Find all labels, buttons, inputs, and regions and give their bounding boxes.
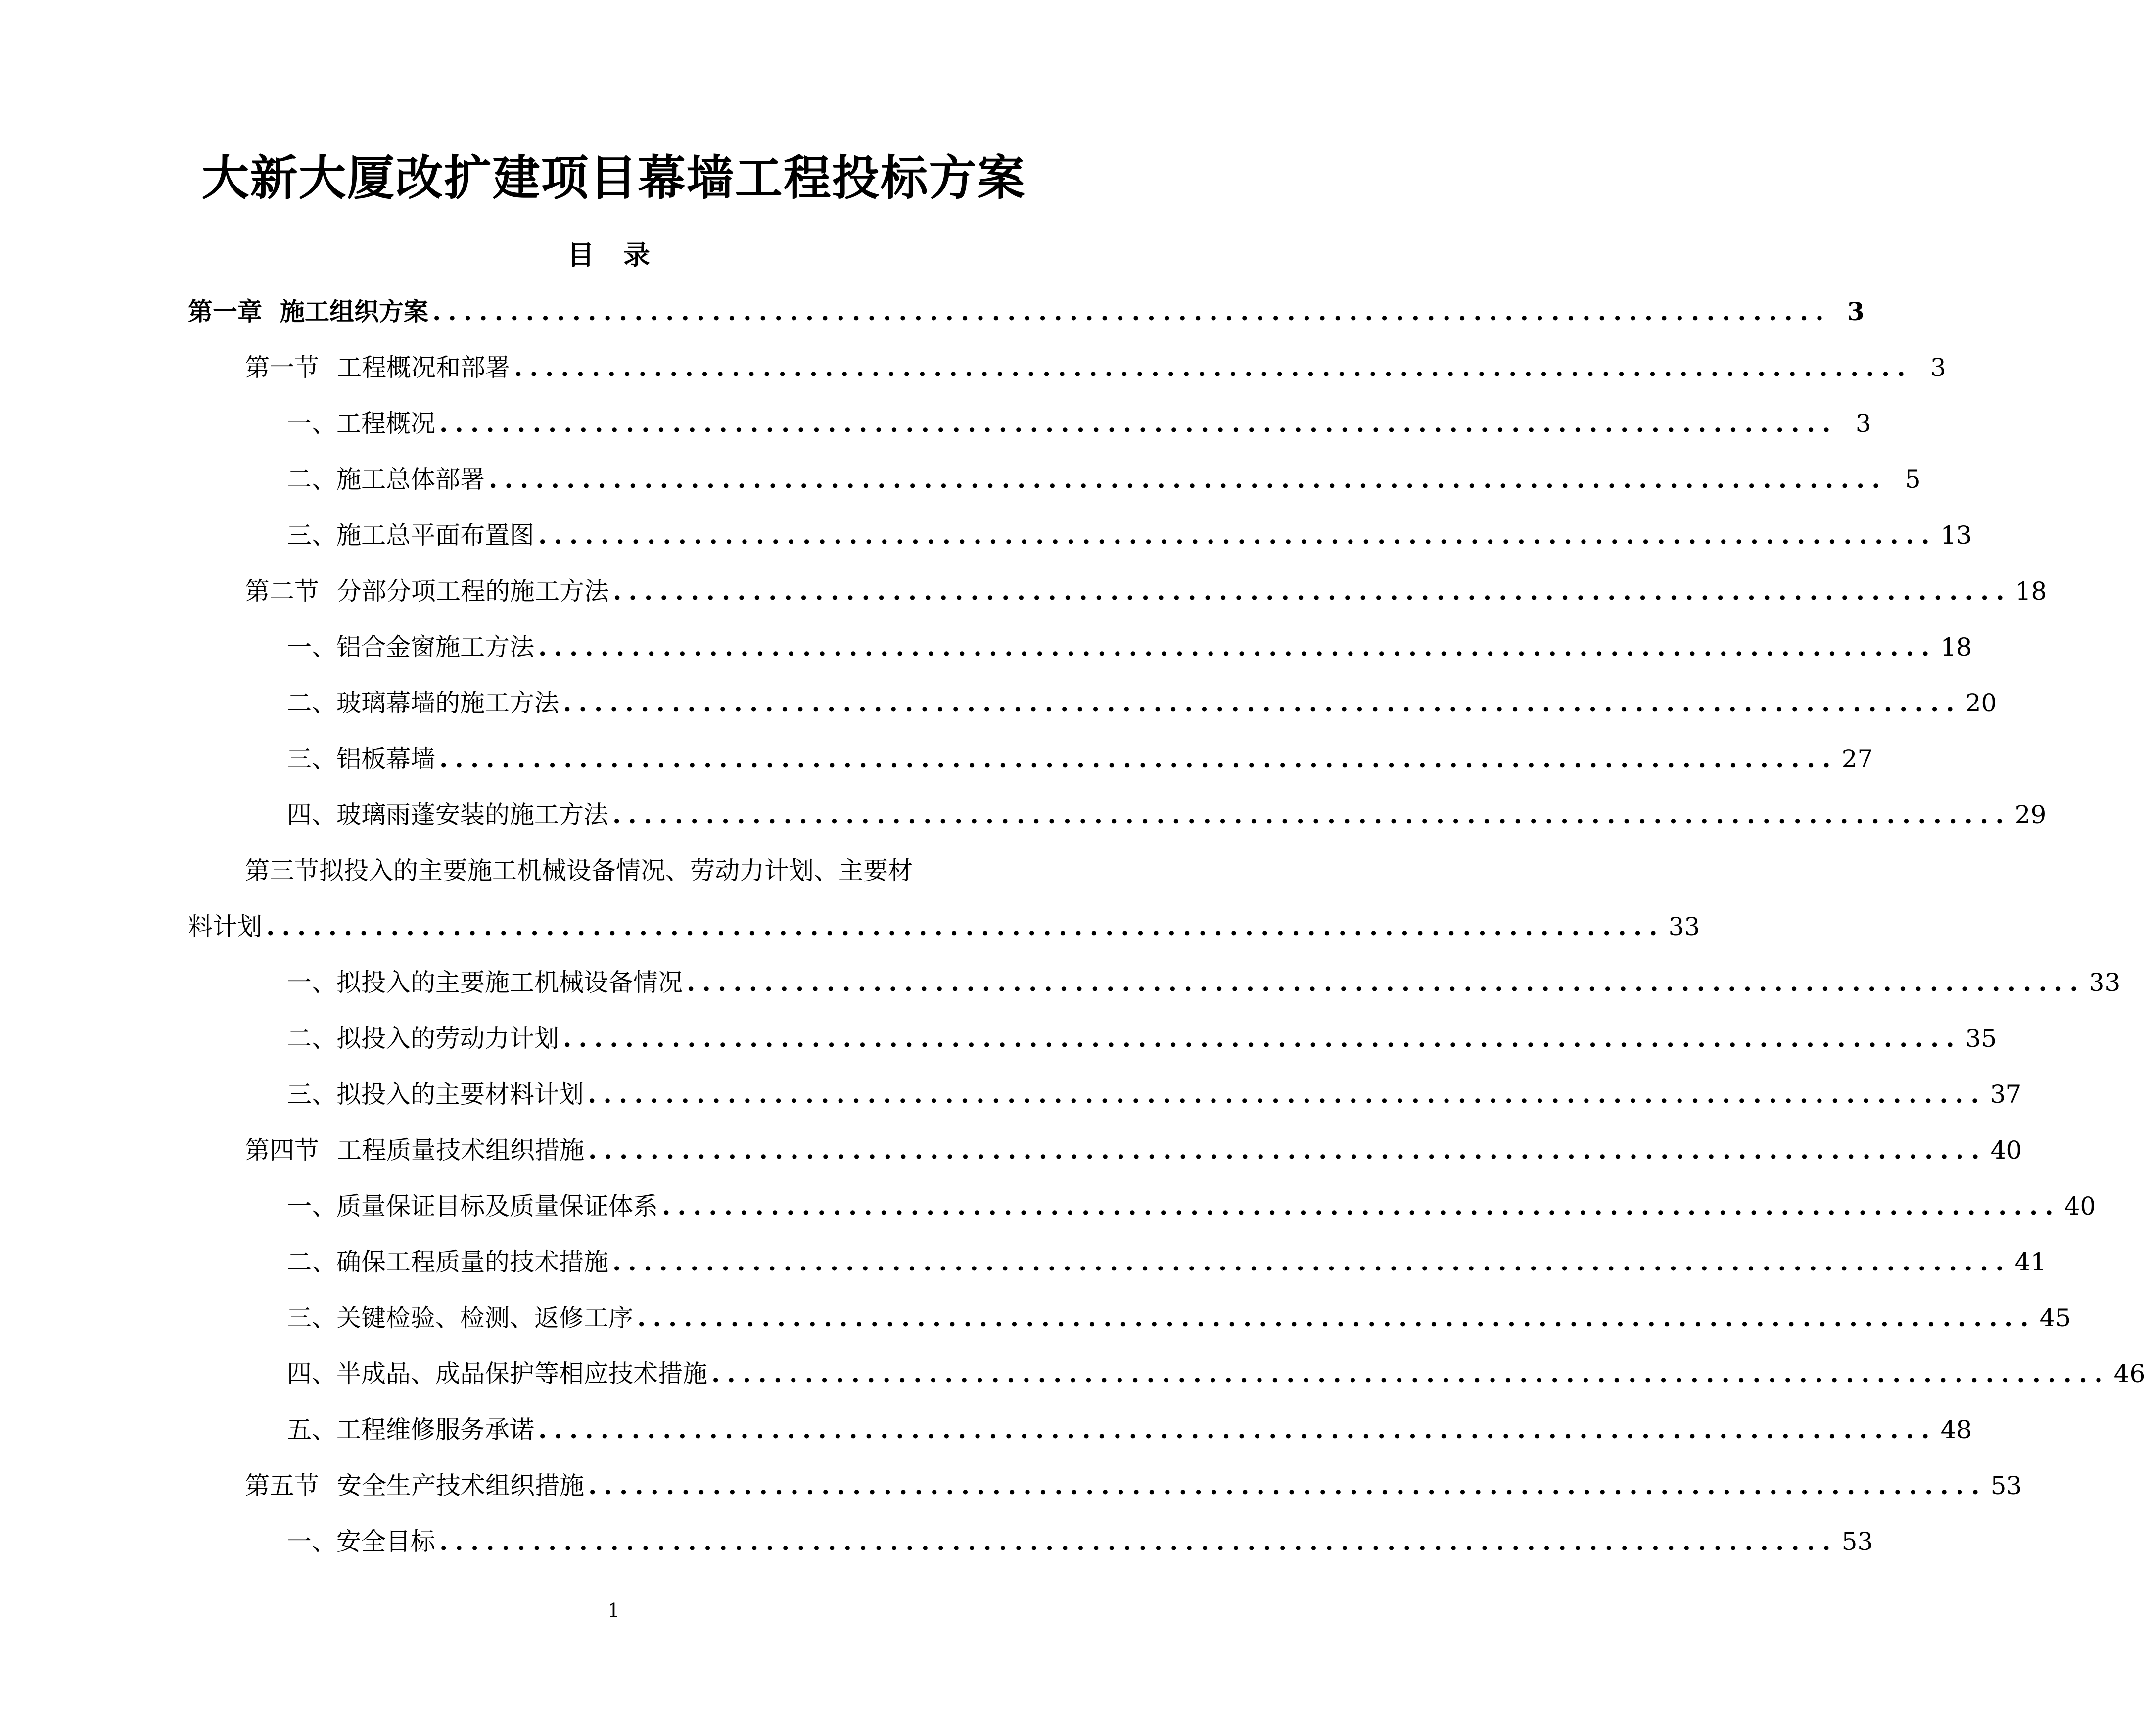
toc-entry-page: 46 (2113, 1360, 2145, 1388)
toc-entry-prefix: 第五节 (245, 1471, 319, 1500)
toc-leader-dots: .......................................................................................... (439, 1527, 1838, 1556)
toc-entry-label (245, 566, 609, 616)
toc-entry-text: 三、施工总平面布置图 (287, 521, 534, 550)
toc-entry-text: 一、安全目标 (287, 1527, 435, 1556)
toc-leader-dots: .......................................................................................... (266, 912, 1665, 941)
toc-entry-text: 料计划 (188, 912, 262, 941)
toc-entry-prefix: 第四节 (245, 1136, 319, 1165)
toc-entry-section-5[interactable] (245, 1461, 2022, 1510)
toc-leader-dots: .......................................................................................... (711, 1359, 2110, 1388)
toc-entry-text: 二、施工总体部署 (287, 465, 485, 494)
toc-leader-dots: .......................................................................................... (432, 297, 1831, 326)
toc-entry-page: 3 (1855, 409, 1871, 438)
toc-entry-item[interactable] (287, 622, 1972, 672)
toc-entry-page: 45 (2039, 1304, 2071, 1332)
toc-entry-item[interactable] (287, 1237, 2047, 1287)
toc-entry-text: 四、玻璃雨蓬安装的施工方法 (287, 800, 608, 829)
toc-entry-text: 安全生产技术组织措施 (337, 1471, 584, 1500)
toc-entry-text: 二、确保工程质量的技术措施 (287, 1248, 608, 1276)
toc-entry-item[interactable] (287, 1517, 1873, 1566)
toc-entry-text: 四、半成品、成品保护等相应技术措施 (287, 1360, 707, 1388)
toc-entry-text: 拟投入的主要施工机械设备情况、劳动力计划、主要材 (319, 856, 913, 885)
toc-leader-dots: .......................................................................................... (687, 968, 2085, 997)
toc-entry-text: 分部分项工程的施工方法 (337, 577, 609, 606)
toc-entry-item[interactable] (287, 1349, 2145, 1399)
toc-entry-text: 二、拟投入的劳动力计划 (287, 1024, 559, 1053)
toc-entry-page: 37 (1990, 1080, 2022, 1109)
toc-leader-dots: .......................................................................................... (588, 1079, 1986, 1109)
toc-entry-text: 一、工程概况 (287, 409, 435, 438)
toc-entry-text: 三、铝板幕墙 (287, 745, 435, 773)
toc-entry-page: 13 (1940, 521, 1972, 550)
toc-entry-text: 工程质量技术组织措施 (337, 1136, 584, 1165)
toc-entry-item[interactable] (287, 1070, 2022, 1119)
toc-entry-label (245, 343, 510, 392)
toc-entry-text: 一、质量保证目标及质量保证体系 (287, 1192, 658, 1220)
toc-entry-item[interactable] (287, 790, 2047, 840)
toc-entry-prefix: 第一节 (245, 353, 319, 382)
toc-entry-prefix: 第二节 (245, 577, 319, 606)
toc-entry-text: 五、工程维修服务承诺 (287, 1415, 534, 1444)
toc-leader-dots: .......................................................................................... (514, 353, 1912, 382)
document-title: 大新大厦改扩建项目幕墙工程投标方案 (201, 150, 1026, 206)
toc-entry-section-3[interactable] (245, 846, 1039, 895)
toc-entry-page: 18 (2015, 577, 2047, 606)
toc-entry-text: 二、玻璃幕墙的施工方法 (287, 689, 559, 717)
toc-leader-dots: .......................................................................................... (538, 520, 1937, 550)
toc-leader-dots: .......................................................................................... (563, 688, 1961, 717)
toc-leader-dots: .......................................................................................... (489, 465, 1887, 494)
toc-entry-page: 33 (1668, 912, 1700, 941)
toc-leader-dots: .......................................................................................... (538, 632, 1937, 661)
toc-leader-dots: .......................................................................................... (612, 1247, 2011, 1276)
toc-entry-page: 53 (1841, 1527, 1873, 1556)
toc-entry-item[interactable] (287, 511, 1972, 560)
toc-entry-prefix: 第三节 (245, 856, 319, 885)
toc-entry-label (188, 287, 428, 336)
toc-entry-page: 35 (1965, 1024, 1997, 1053)
toc-entry-page: 40 (2064, 1192, 2096, 1220)
toc-entry-page: 3 (1930, 353, 1946, 382)
toc-entry-page: 5 (1905, 465, 1921, 494)
toc-entry-section-2[interactable] (245, 566, 2047, 616)
toc-entry-prefix: 第一章 (188, 297, 262, 326)
toc-entry-page: 41 (2014, 1248, 2047, 1276)
toc-entry-section-3-continued[interactable] (188, 902, 1700, 951)
toc-entry-page: 20 (1965, 689, 1997, 717)
toc-entry-chapter-1[interactable] (188, 287, 1865, 336)
toc-entry-page: 27 (1841, 745, 1873, 773)
toc-entry-item[interactable] (287, 1014, 1997, 1063)
toc-leader-dots: .......................................................................................... (538, 1415, 1937, 1444)
toc-entry-label (245, 1126, 584, 1175)
toc-entry-text: 一、铝合金窗施工方法 (287, 633, 534, 661)
toc-entry-item[interactable] (287, 455, 1921, 504)
toc-entry-item[interactable] (287, 1293, 2071, 1343)
toc-leader-dots: .......................................................................................... (662, 1191, 2060, 1220)
toc-entry-page: 48 (1940, 1415, 1972, 1444)
toc-entry-page: 40 (1990, 1136, 2022, 1165)
toc-entry-page: 33 (2089, 968, 2121, 997)
toc-leader-dots: .......................................................................................... (563, 1024, 1961, 1053)
toc-entry-item[interactable] (287, 734, 1873, 784)
toc-leader-dots: .......................................................................................... (588, 1471, 1987, 1500)
page-number: 1 (607, 1599, 620, 1621)
toc-entry-text: 工程概况和部署 (337, 353, 510, 382)
toc-entry-text: 施工组织方案 (280, 297, 428, 326)
toc-leader-dots: .......................................................................................... (439, 744, 1838, 773)
toc-entry-page: 3 (1847, 297, 1865, 326)
toc-entry-page: 53 (1990, 1471, 2022, 1500)
toc-leader-dots: .......................................................................................... (637, 1303, 2036, 1332)
toc-entry-text: 一、拟投入的主要施工机械设备情况 (287, 968, 683, 997)
toc-leader-dots: .......................................................................................... (588, 1135, 1987, 1165)
toc-entry-label (245, 1461, 584, 1510)
toc-entry-section-1[interactable] (245, 343, 1946, 392)
toc-entry-item[interactable] (287, 678, 1997, 728)
toc-entry-item[interactable] (287, 958, 2121, 1007)
toc-entry-text: 三、拟投入的主要材料计划 (287, 1080, 584, 1109)
toc-entry-item[interactable] (287, 1405, 1972, 1454)
toc-entry-text: 三、关键检验、检测、返修工序 (287, 1304, 633, 1332)
toc-entry-item[interactable] (287, 399, 1871, 448)
toc-entry-section-4[interactable] (245, 1126, 2022, 1175)
toc-entry-item[interactable] (287, 1181, 2096, 1231)
toc-leader-dots: .......................................................................................... (612, 800, 2011, 829)
toc-entry-page: 18 (1940, 633, 1972, 661)
toc-entry-page: 29 (2014, 800, 2047, 829)
toc-heading: 目 录 (567, 239, 660, 271)
toc-leader-dots: .......................................................................................... (439, 409, 1838, 438)
toc-leader-dots: .......................................................................................... (613, 576, 2011, 606)
